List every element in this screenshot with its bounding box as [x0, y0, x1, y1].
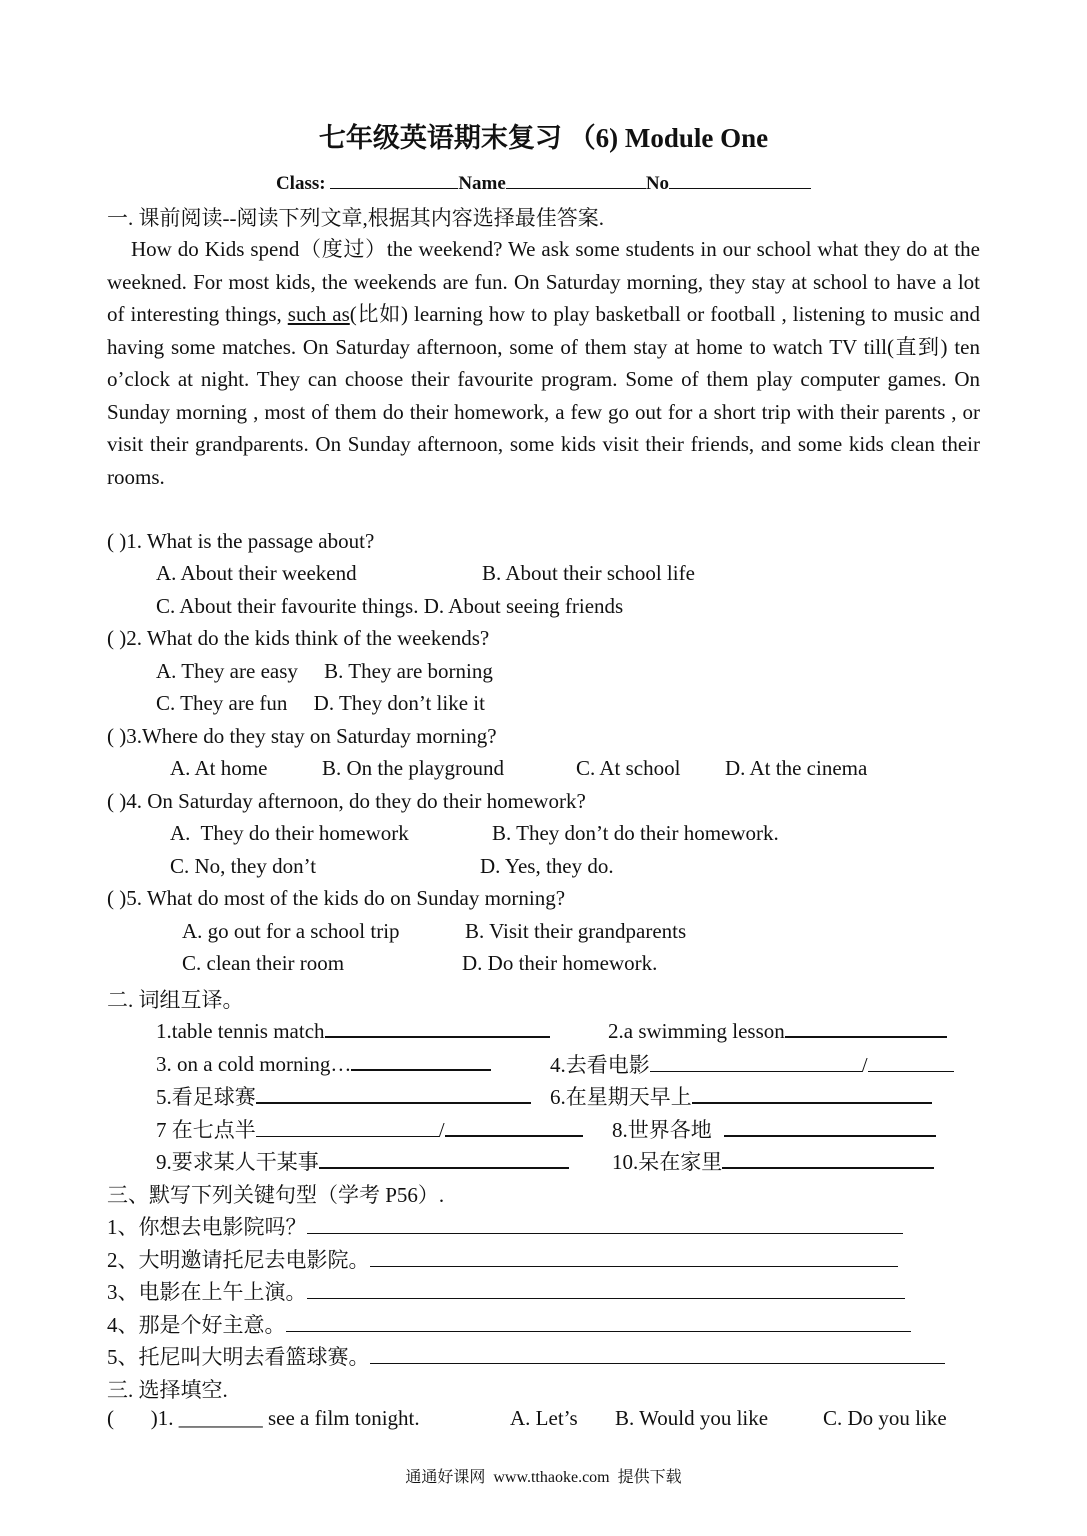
reading-question-2: ( )2. What do the kids think of the weekends? — [107, 626, 490, 650]
phrase-item-10 — [612, 1146, 934, 1176]
no-blank[interactable] — [669, 170, 811, 189]
phrase-9-text: 9.要求某人干某事 — [156, 1150, 319, 1174]
phrase-7-blank-b[interactable] — [445, 1115, 583, 1137]
q2-option-ab: A. They are easy B. They are borning — [156, 659, 493, 683]
sentence-item-2 — [107, 1244, 898, 1274]
phrase-3-text: 3. on a cold morning… — [156, 1052, 352, 1076]
section4-heading: 三. 选择填空. — [107, 1378, 228, 1402]
sentence-2-text: 2、大明邀请托尼去电影院。 — [107, 1248, 370, 1272]
phrase-1-blank[interactable] — [325, 1016, 550, 1038]
phrase-9-blank[interactable] — [319, 1147, 569, 1169]
q2-option-cd: C. They are fun D. They don’t like it — [156, 691, 485, 715]
section2-heading: 二. 词组互译。 — [107, 988, 244, 1012]
phrase-7-text: 7 在七点半 — [156, 1118, 256, 1142]
q1-option-a: A. About their weekend — [156, 561, 357, 585]
phrase-10-text: 10.呆在家里 — [612, 1150, 723, 1174]
phrase-7-slash: / — [438, 1118, 445, 1142]
phrase-6-blank[interactable] — [692, 1082, 932, 1104]
choice-question-1: ( )1. ________ see a film tonight. — [107, 1406, 420, 1430]
sentence-5-text: 5、托尼叫大明去看篮球赛。 — [107, 1345, 370, 1369]
choice-q1-option-a: A. Let’s — [510, 1406, 578, 1430]
q5-option-c: C. clean their room — [182, 951, 345, 975]
phrase-4-slash: / — [861, 1053, 868, 1077]
q5-option-d: D. Do their homework. — [462, 951, 658, 975]
q3-option-d: D. At the cinema — [725, 756, 868, 780]
sentence-4-blank[interactable] — [286, 1313, 911, 1332]
phrase-item-1 — [156, 1016, 550, 1044]
sentence-item-5 — [107, 1341, 945, 1371]
choice-q1-option-b: B. Would you like — [615, 1406, 769, 1430]
reading-question-3: ( )3.Where do they stay on Saturday morning? — [107, 724, 497, 748]
phrase-2-blank[interactable] — [785, 1016, 947, 1038]
q4-option-a: A. They do their homework — [170, 821, 409, 845]
q5-option-b: B. Visit their grandparents — [465, 919, 687, 943]
name-label: Name — [458, 173, 506, 194]
sentence-4-text: 4、那是个好主意。 — [107, 1313, 286, 1337]
phrase-item-5 — [156, 1081, 531, 1111]
sentence-1-blank[interactable] — [307, 1215, 903, 1234]
phrase-item-6 — [550, 1081, 932, 1111]
q3-option-b: B. On the playground — [322, 756, 504, 780]
choice-q1-option-c: C. Do you like — [823, 1406, 947, 1430]
page-footer: 通通好课网 www.tthaoke.com 提供下载 — [405, 1469, 682, 1486]
no-label: No — [645, 173, 670, 194]
q5-option-a: A. go out for a school trip — [182, 919, 400, 943]
name-blank[interactable] — [506, 170, 646, 189]
sentence-item-4 — [107, 1309, 911, 1339]
phrase-5-blank[interactable] — [256, 1082, 531, 1104]
sentence-item-3 — [107, 1276, 905, 1306]
passage-underlined-phrase: such as — [287, 302, 350, 326]
phrase-10-blank[interactable] — [722, 1147, 934, 1169]
q3-option-a: A. At home — [170, 756, 268, 780]
section3-heading: 三、默写下列关键句型（学考 P56）. — [107, 1183, 445, 1207]
reading-question-1: ( )1. What is the passage about? — [107, 529, 375, 553]
q4-option-c: C. No, they don’t — [170, 854, 317, 878]
phrase-6-text: 6.在星期天早上 — [550, 1085, 692, 1109]
q4-option-d: D. Yes, they do. — [480, 854, 614, 878]
q3-option-c: C. At school — [576, 756, 681, 780]
phrase-item-8 — [612, 1114, 936, 1144]
reading-question-5: ( )5. What do most of the kids do on Sunday morning? — [107, 886, 566, 910]
sentence-1-text: 1、你想去电影院吗？ — [107, 1215, 307, 1239]
phrase-item-4 — [550, 1049, 954, 1079]
phrase-item-7 — [156, 1114, 583, 1144]
passage-part-2: (比如) learning how to play basketball or football , listening to music and having some matches. On Saturday afternoon, some of them stay at home to watch TV till(直到) ten o’clock at night. They can choose their favourite program. Some of them play computer games. On Sunday morning , most of them do their homework, a few go out for a short trip with their parents , or visit their grandparents. On Sunday afternoon, some kids visit their friends, and some kids clean their rooms. — [107, 302, 980, 489]
sentence-5-blank[interactable] — [370, 1345, 945, 1364]
phrase-3-blank[interactable] — [351, 1049, 491, 1071]
phrase-5-text: 5.看足球赛 — [156, 1085, 256, 1109]
reading-passage — [107, 233, 980, 493]
phrase-4-blank-b[interactable] — [868, 1051, 954, 1072]
phrase-8-blank[interactable] — [724, 1115, 936, 1137]
phrase-item-3 — [156, 1049, 491, 1077]
sentence-3-blank[interactable] — [307, 1280, 905, 1299]
class-blank[interactable] — [330, 170, 458, 189]
phrase-item-2 — [608, 1016, 947, 1044]
phrase-4-text: 4.去看电影 — [550, 1053, 650, 1077]
section1-heading: 一. 课前阅读--阅读下列文章,根据其内容选择最佳答案. — [107, 206, 604, 230]
sentence-3-text: 3、电影在上午上演。 — [107, 1280, 307, 1304]
phrase-1-text: 1.table tennis match — [156, 1019, 325, 1043]
q1-option-b: B. About their school life — [482, 561, 695, 585]
phrase-item-9 — [156, 1146, 569, 1176]
phrase-4-blank-a[interactable] — [650, 1051, 862, 1072]
phrase-7-blank-a[interactable] — [256, 1116, 439, 1137]
phrase-2-text: 2.a swimming lesson — [608, 1019, 785, 1043]
passage-part-1: How do Kids spend（度过）the weekend? We ask some students in our school what they do at the weekned. For most kids, the weekends are fun. On Saturday morning, they stay at school to have a lot of interesting things, — [107, 237, 980, 326]
sentence-2-blank[interactable] — [370, 1248, 898, 1267]
student-info-line — [0, 170, 1087, 195]
q1-option-cd: C. About their favourite things. D. About seeing friends — [156, 594, 624, 618]
class-label: Class: — [275, 173, 326, 194]
q4-option-b: B. They don’t do their homework. — [492, 821, 779, 845]
sentence-item-1 — [107, 1211, 903, 1241]
phrase-8-text: 8.世界各地 — [612, 1118, 712, 1142]
page-title: 七年级英语期末复习 （6) Module One — [318, 123, 769, 153]
reading-question-4: ( )4. On Saturday afternoon, do they do their homework? — [107, 789, 586, 813]
